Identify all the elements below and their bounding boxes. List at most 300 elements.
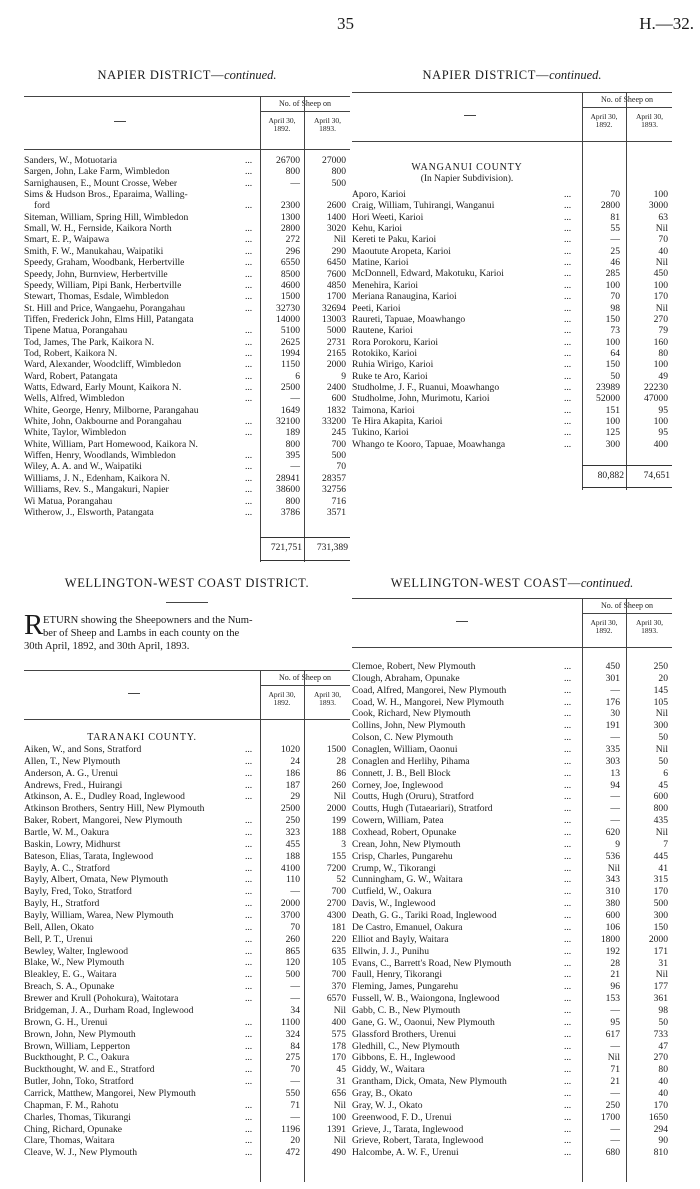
sheep-1893: 22230 xyxy=(644,381,668,393)
owner-name: Whango te Kooro, Tapuae, Moawhanga xyxy=(352,439,506,450)
sheep-1893: 90 xyxy=(658,1135,668,1147)
sheep-1892: — xyxy=(290,1111,300,1123)
sheep-1892: 450 xyxy=(605,661,620,672)
sheep-1893: 50 xyxy=(658,732,668,744)
county-heading xyxy=(352,162,582,185)
sheep-1893: 80 xyxy=(658,1064,668,1076)
sheep-1893: 7200 xyxy=(326,862,346,874)
sheep-1893: 32756 xyxy=(322,484,346,496)
sheep-1892: 21 xyxy=(610,1076,620,1088)
sheep-1892: 100 xyxy=(605,416,620,427)
leader-dots: ... xyxy=(245,359,253,371)
owner-name: Williams, J. N., Edenham, Kaikora N. xyxy=(24,473,170,484)
owner-name: Sims & Hudson Bros., Eparaima, Walling- xyxy=(24,190,188,201)
table-row xyxy=(352,745,672,755)
owner-name: Crump, W., Tikorangi xyxy=(352,863,436,874)
owner-name: Grieve, Robert, Tarata, Inglewood xyxy=(352,1136,484,1147)
owner-name: Gledhill, C., New Plymouth xyxy=(352,1041,460,1052)
sheep-1893: 199 xyxy=(331,815,346,827)
sheep-1893: 170 xyxy=(653,886,668,898)
sheep-1893: 1500 xyxy=(326,744,346,755)
sheep-1893: 6 xyxy=(663,767,668,779)
owner-name: Clemoe, Robert, New Plymouth xyxy=(352,662,476,672)
sheep-1892: 296 xyxy=(285,245,300,257)
owner-name: Brown, William, Lepperton xyxy=(24,1041,131,1052)
sheep-1893: 40 xyxy=(658,245,668,257)
owner-name: Studholme, J. F., Ruanui, Moawhango xyxy=(352,382,500,393)
owner-name: Witherow, J., Elsworth, Patangata xyxy=(24,507,154,518)
owner-name: Clare, Thomas, Waitara xyxy=(24,1136,115,1147)
leader-dots: ... xyxy=(564,1135,572,1147)
sheep-1892: 106 xyxy=(605,921,620,933)
leader-dots: ... xyxy=(564,245,572,257)
table-row xyxy=(352,1053,672,1063)
leader-dots: ... xyxy=(564,791,572,803)
sheep-1892: 70 xyxy=(610,189,620,200)
sheep-1893: 170 xyxy=(653,291,668,303)
leader-dots: ... xyxy=(564,200,572,212)
owner-name: Coutts, Hugh (Tutaeariari), Stratford xyxy=(352,804,493,815)
sheep-1892: 275 xyxy=(285,1052,300,1064)
sheep-1892: — xyxy=(290,981,300,993)
leader-dots: ... xyxy=(245,791,253,803)
table-row xyxy=(24,947,350,957)
leader-dots: ... xyxy=(564,945,572,957)
leader-dots: ... xyxy=(564,1099,572,1111)
table-row xyxy=(352,1148,672,1158)
sheep-1892: — xyxy=(610,1004,620,1016)
leader-dots: ... xyxy=(245,838,253,850)
table-row xyxy=(352,781,672,791)
leader-dots: ... xyxy=(564,291,572,303)
owner-name: Death, G. G., Tariki Road, Inglewood xyxy=(352,911,497,922)
owner-name: Smith, F. W., Manukahau, Waipatiki xyxy=(24,246,164,257)
sheep-1893: 70 xyxy=(336,461,346,473)
owner-name: Cutfield, W., Oakura xyxy=(352,887,432,898)
owner-name: Cunningham, G. W., Waitara xyxy=(352,875,463,886)
sheep-1893: 450 xyxy=(653,268,668,280)
leader-dots: ... xyxy=(564,279,572,291)
table-row xyxy=(352,338,672,348)
table-row xyxy=(352,326,672,336)
sheep-1893: 300 xyxy=(653,910,668,922)
owner-name: Conaglen and Herlihy, Pihama xyxy=(352,756,470,767)
table-row xyxy=(352,721,672,731)
owner-name: Cook, Richard, New Plymouth xyxy=(352,709,471,720)
leader-dots: ... xyxy=(564,427,572,439)
sheep-1892: 2500 xyxy=(280,803,300,815)
table-row xyxy=(24,247,350,257)
sheep-1892: 4600 xyxy=(280,279,300,291)
owner-name: Ruke te Aro, Karioi xyxy=(352,371,428,382)
leader-dots: ... xyxy=(564,189,572,200)
owner-name: McDonnell, Edward, Makotuku, Karioi xyxy=(352,269,504,280)
header-count-label: No. of Sheep on xyxy=(601,95,653,104)
owner-name: Brown, John, New Plymouth xyxy=(24,1029,136,1040)
sheep-1892: Nil xyxy=(607,1052,620,1064)
owner-name: Peeti, Karioi xyxy=(352,303,401,314)
sheep-1892: — xyxy=(610,815,620,827)
table-row xyxy=(24,923,350,933)
table-row xyxy=(24,360,350,370)
owner-name: White, George, Henry, Milborne, Parangahau xyxy=(24,405,199,416)
sheep-1893: 95 xyxy=(658,427,668,439)
sheep-1892: 1300 xyxy=(280,211,300,223)
table-row xyxy=(24,935,350,945)
table-row xyxy=(24,792,350,802)
sheep-1893: 600 xyxy=(331,393,346,405)
leader-dots: ... xyxy=(564,313,572,325)
table-row xyxy=(24,994,350,1004)
owner-name: White, William, Part Homewood, Kaikora N. xyxy=(24,439,198,450)
leader-dots: ... xyxy=(245,382,253,393)
owner-name: Kehu, Karioi xyxy=(352,224,403,235)
sheep-1892: 323 xyxy=(285,827,300,839)
leader-dots: ... xyxy=(245,472,253,484)
table-row xyxy=(24,1113,350,1123)
owner-name: Coad, Alfred, Mangorei, New Plymouth xyxy=(352,685,507,696)
leader-dots: ... xyxy=(245,461,253,473)
sheep-1892: 38600 xyxy=(276,484,300,496)
table-row xyxy=(352,733,672,743)
section-title: WELLINGTON-WEST COAST DISTRICT. xyxy=(64,576,310,590)
owner-name: Chapman, F. M., Rahotu xyxy=(24,1100,119,1111)
leader-dots: ... xyxy=(245,1052,253,1064)
table-row xyxy=(352,360,672,370)
sheep-1892: 1196 xyxy=(281,1123,300,1135)
owner-name: Baker, Robert, Mangorei, New Plymouth xyxy=(24,816,183,827)
sheep-1892: 71 xyxy=(610,1064,620,1076)
owner-name: Bayly, Albert, Omata, New Plymouth xyxy=(24,875,169,886)
table-row xyxy=(24,428,350,438)
sheep-1893: Nil xyxy=(655,744,668,756)
leader-dots: ... xyxy=(245,427,253,439)
table-row xyxy=(352,994,672,1004)
sheep-1892: 9 xyxy=(615,838,620,850)
owner-name: Maoutute Aropeta, Karioi xyxy=(352,246,451,257)
owner-name: Atkinson Brothers, Sentry Hill, New Plymouth xyxy=(24,804,205,815)
table-row xyxy=(352,1065,672,1075)
owner-name: Rotokiko, Karioi xyxy=(352,348,418,359)
header-col-1893: April 30, 1893. xyxy=(313,116,342,133)
owner-name: Baskin, Lowry, Midhurst xyxy=(24,839,121,850)
table-row xyxy=(24,1042,350,1052)
sheep-1893: 270 xyxy=(653,313,668,325)
leader-dots: ... xyxy=(564,404,572,416)
owner-name: Ruhia Wirigo, Karioi xyxy=(352,360,434,371)
sheep-1892: 301 xyxy=(605,672,620,684)
table-row xyxy=(24,497,350,507)
sheep-1892: 395 xyxy=(285,450,300,462)
sheep-1893: 2000 xyxy=(648,933,668,945)
table-row xyxy=(352,224,672,234)
table-row xyxy=(24,349,350,359)
leader-dots: ... xyxy=(245,874,253,886)
sheep-1892: 285 xyxy=(605,268,620,280)
table-row xyxy=(24,156,350,166)
sheep-1892: 98 xyxy=(610,302,620,314)
table-row xyxy=(24,224,350,234)
sheep-1893: 47000 xyxy=(644,393,668,405)
table-row xyxy=(352,213,672,223)
sheep-1893: 800 xyxy=(653,803,668,815)
owner-name: Brewer and Krull (Pohokura), Waitotara xyxy=(24,994,179,1005)
table-row xyxy=(24,292,350,302)
leader-dots: ... xyxy=(245,393,253,405)
table-row xyxy=(24,326,350,336)
table-row xyxy=(352,982,672,992)
sheep-1893: Nil xyxy=(333,1099,346,1111)
table-row xyxy=(24,1148,350,1158)
sheep-1893: 700 xyxy=(331,886,346,898)
leader-dots: ... xyxy=(564,347,572,359)
sheep-1893: 400 xyxy=(331,1016,346,1028)
table-row xyxy=(352,201,672,211)
column-header xyxy=(352,598,672,648)
owner-name: Wiffen, Henry, Woodlands, Wimbledon xyxy=(24,451,176,462)
leader-dots: ... xyxy=(564,838,572,850)
leader-dots: ... xyxy=(245,767,253,779)
table-row xyxy=(24,1125,350,1135)
sheep-1892: — xyxy=(290,886,300,898)
leader-dots: ... xyxy=(245,325,253,337)
sheep-1892: 1150 xyxy=(281,359,300,371)
table-row xyxy=(352,281,672,291)
table-row xyxy=(352,864,672,874)
owner-name: Bateson, Elias, Tarata, Inglewood xyxy=(24,851,154,862)
page-code: H.—32. xyxy=(639,14,694,33)
sheep-1892: 1994 xyxy=(280,347,300,359)
leader-dots: ... xyxy=(245,302,253,314)
sheep-1892: 1500 xyxy=(280,291,300,303)
leader-dots: ... xyxy=(564,1016,572,1028)
sheep-1892: 20 xyxy=(290,1135,300,1147)
owner-name: Glassford Brothers, Urenui xyxy=(352,1029,457,1040)
leader-dots: ... xyxy=(245,898,253,910)
sheep-1893: 31 xyxy=(336,1076,346,1088)
sheep-1892: 3786 xyxy=(280,506,300,518)
leader-dots: ... xyxy=(564,874,572,886)
owner-name: Buckthought, P. C., Oakura xyxy=(24,1053,130,1064)
intro-line-3: 30th April, 1892, and 30th April, 1893. xyxy=(24,641,190,652)
header-count-label: No. of Sheep on xyxy=(279,99,331,108)
table-row xyxy=(352,959,672,969)
leader-dots: ... xyxy=(564,438,572,450)
table-row xyxy=(24,757,350,767)
owner-name: Carrick, Matthew, Mangorei, New Plymouth xyxy=(24,1088,196,1099)
owner-name: Connett, J. B., Bell Block xyxy=(352,768,451,779)
leader-dots: ... xyxy=(564,370,572,382)
total-row xyxy=(352,470,672,482)
sheep-1892: 3700 xyxy=(280,910,300,922)
sheep-1892: 100 xyxy=(605,279,620,291)
sheep-1893: 28357 xyxy=(322,472,346,484)
header-count-label: No. of Sheep on xyxy=(279,673,331,682)
sheep-1892: 800 xyxy=(285,438,300,450)
table-row xyxy=(352,769,672,779)
sheep-1893: 245 xyxy=(331,427,346,439)
table-row xyxy=(352,935,672,945)
owner-name: Ellwin, J. J., Punihu xyxy=(352,946,430,957)
owner-name: Coxhead, Robert, Opunake xyxy=(352,828,457,839)
leader-dots: ... xyxy=(245,779,253,791)
sheep-1892: 1649 xyxy=(280,404,300,416)
leader-dots: ... xyxy=(245,957,253,969)
table-row xyxy=(352,1077,672,1087)
sheep-1892: 680 xyxy=(605,1147,620,1159)
leader-dots: ... xyxy=(245,257,253,269)
leader-dots: ... xyxy=(245,993,253,1005)
leader-dots: ... xyxy=(245,1028,253,1040)
sheep-1892: 335 xyxy=(605,744,620,756)
leader-dots: ... xyxy=(564,921,572,933)
sheep-1892: 500 xyxy=(285,969,300,981)
sheep-1892: 23989 xyxy=(596,381,620,393)
leader-dots: ... xyxy=(564,862,572,874)
sheep-1893: 170 xyxy=(653,1099,668,1111)
leader-dots: ... xyxy=(564,211,572,223)
sheep-1893: 6450 xyxy=(326,257,346,269)
leader-dots: ... xyxy=(245,1123,253,1135)
sheep-1892: 472 xyxy=(285,1147,300,1159)
sheep-1892: 2300 xyxy=(280,200,300,212)
sheep-1892: 150 xyxy=(605,313,620,325)
owner-name: Rora Porokoru, Karioi xyxy=(352,337,439,348)
owner-name: Davis, W., Inglewood xyxy=(352,899,436,910)
leader-dots: ... xyxy=(564,779,572,791)
sheep-1892: — xyxy=(610,1123,620,1135)
owner-name: Grieve, J., Tarata, Inglewood xyxy=(352,1124,464,1135)
table-row xyxy=(352,911,672,921)
leader-dots: ... xyxy=(245,1111,253,1123)
table-row xyxy=(352,816,672,826)
owner-name: Bayly, H., Stratford xyxy=(24,899,100,910)
owner-name: Wells, Alfred, Wimbledon xyxy=(24,394,125,405)
table-row xyxy=(352,970,672,980)
owner-name: Conaglen, William, Oaonui xyxy=(352,745,458,756)
sheep-1892: 620 xyxy=(605,827,620,839)
owner-name: Bridgeman, J. A., Durham Road, Inglewood xyxy=(24,1005,194,1016)
county-heading xyxy=(24,732,260,744)
owner-name: Meriana Ranaugina, Karioi xyxy=(352,292,457,303)
table-row xyxy=(24,982,350,992)
sheep-1892: 6550 xyxy=(280,257,300,269)
sheep-1893: 7 xyxy=(663,838,668,850)
column-header xyxy=(24,96,350,150)
owner-name: Bayly, A. C., Stratford xyxy=(24,863,110,874)
sheep-1892: 186 xyxy=(285,767,300,779)
sheep-1892: 84 xyxy=(290,1040,300,1052)
header-col-1892: April 30, 1892. xyxy=(590,112,618,129)
sheep-1892: 800 xyxy=(285,495,300,507)
sheep-1892: 2500 xyxy=(280,382,300,393)
leader-dots: ... xyxy=(564,933,572,945)
sheep-1893: Nil xyxy=(333,234,346,246)
sheep-1893: 86 xyxy=(336,767,346,779)
county-name: TARANAKI COUNTY. xyxy=(87,732,197,743)
sheep-1892: 151 xyxy=(605,404,620,416)
sheep-1892: 8500 xyxy=(280,268,300,280)
table-row xyxy=(352,828,672,838)
sheep-1893: 45 xyxy=(658,779,668,791)
leader-dots: ... xyxy=(245,1099,253,1111)
sheep-1893: 1650 xyxy=(648,1111,668,1123)
sheep-1893: 2400 xyxy=(326,382,346,393)
owner-name: Brown, G. H., Urenui xyxy=(24,1017,108,1028)
leader-dots: ... xyxy=(564,850,572,862)
leader-dots: ... xyxy=(245,336,253,348)
leader-dots: ... xyxy=(564,359,572,371)
sheep-1893: 656 xyxy=(331,1087,346,1099)
leader-dots: ... xyxy=(245,862,253,874)
leader-dots: ... xyxy=(245,166,253,178)
leader-dots: ... xyxy=(564,732,572,744)
sheep-1893: 716 xyxy=(331,495,346,507)
table-row xyxy=(352,1006,672,1016)
sheep-1893: 5000 xyxy=(326,325,346,337)
table-row xyxy=(24,745,350,755)
leader-dots: ... xyxy=(564,744,572,756)
table-row xyxy=(352,1018,672,1028)
sheep-1893: 3 xyxy=(341,838,346,850)
table-row xyxy=(24,440,350,450)
total-1893: 731,389 xyxy=(316,542,348,553)
leader-dots: ... xyxy=(564,969,572,981)
leader-dots: ... xyxy=(245,850,253,862)
sheep-1893: 575 xyxy=(331,1028,346,1040)
owner-name: Sarnighausen, E., Mount Crosse, Weber xyxy=(24,178,178,189)
sheep-1893: 178 xyxy=(331,1040,346,1052)
sheep-1892: 617 xyxy=(605,1028,620,1040)
sheep-1892: 260 xyxy=(285,933,300,945)
owner-name: ford xyxy=(34,201,50,212)
table-row xyxy=(24,804,350,814)
sheep-1893: 160 xyxy=(653,336,668,348)
sheep-1893: Nil xyxy=(333,1135,346,1147)
sheep-1893: 270 xyxy=(653,1052,668,1064)
sheep-1893: 315 xyxy=(653,874,668,886)
sheep-1892: 188 xyxy=(285,850,300,862)
sheep-1893: 100 xyxy=(653,279,668,291)
owner-name: Williams, Rev. S., Mangakuri, Napier xyxy=(24,485,169,496)
sheep-1893: 150 xyxy=(653,921,668,933)
table-row xyxy=(24,1030,350,1040)
owner-name: St. Hill and Price, Wangaehu, Porangahau xyxy=(24,303,186,314)
leader-dots: ... xyxy=(564,302,572,314)
leader-dots: ... xyxy=(564,1147,572,1159)
sheep-1892: 5100 xyxy=(280,325,300,337)
county-name: WANGANUI COUNTY xyxy=(411,162,523,173)
leader-dots: ... xyxy=(564,336,572,348)
sheep-1892: 380 xyxy=(605,898,620,910)
leader-dots: ... xyxy=(245,1076,253,1088)
owner-name: Ching, Richard, Opunake xyxy=(24,1124,123,1135)
owner-name: Bartle, W. M., Oakura xyxy=(24,828,109,839)
table-row xyxy=(352,698,672,708)
table-row xyxy=(352,947,672,957)
owner-name: Bayly, Fred, Toko, Stratford xyxy=(24,887,132,898)
sheep-1893: Nil xyxy=(655,223,668,235)
owner-name: Clough, Abraham, Opunake xyxy=(352,673,460,684)
table-row xyxy=(24,769,350,779)
sheep-1893: 70 xyxy=(658,234,668,246)
owner-name: Wiley, A. A. and W., Waipatiki xyxy=(24,462,142,473)
table-row xyxy=(24,508,350,518)
table-row xyxy=(352,662,672,672)
leader-dots: ... xyxy=(245,755,253,767)
sheep-1893: 45 xyxy=(336,1064,346,1076)
sheep-1893: 95 xyxy=(658,404,668,416)
